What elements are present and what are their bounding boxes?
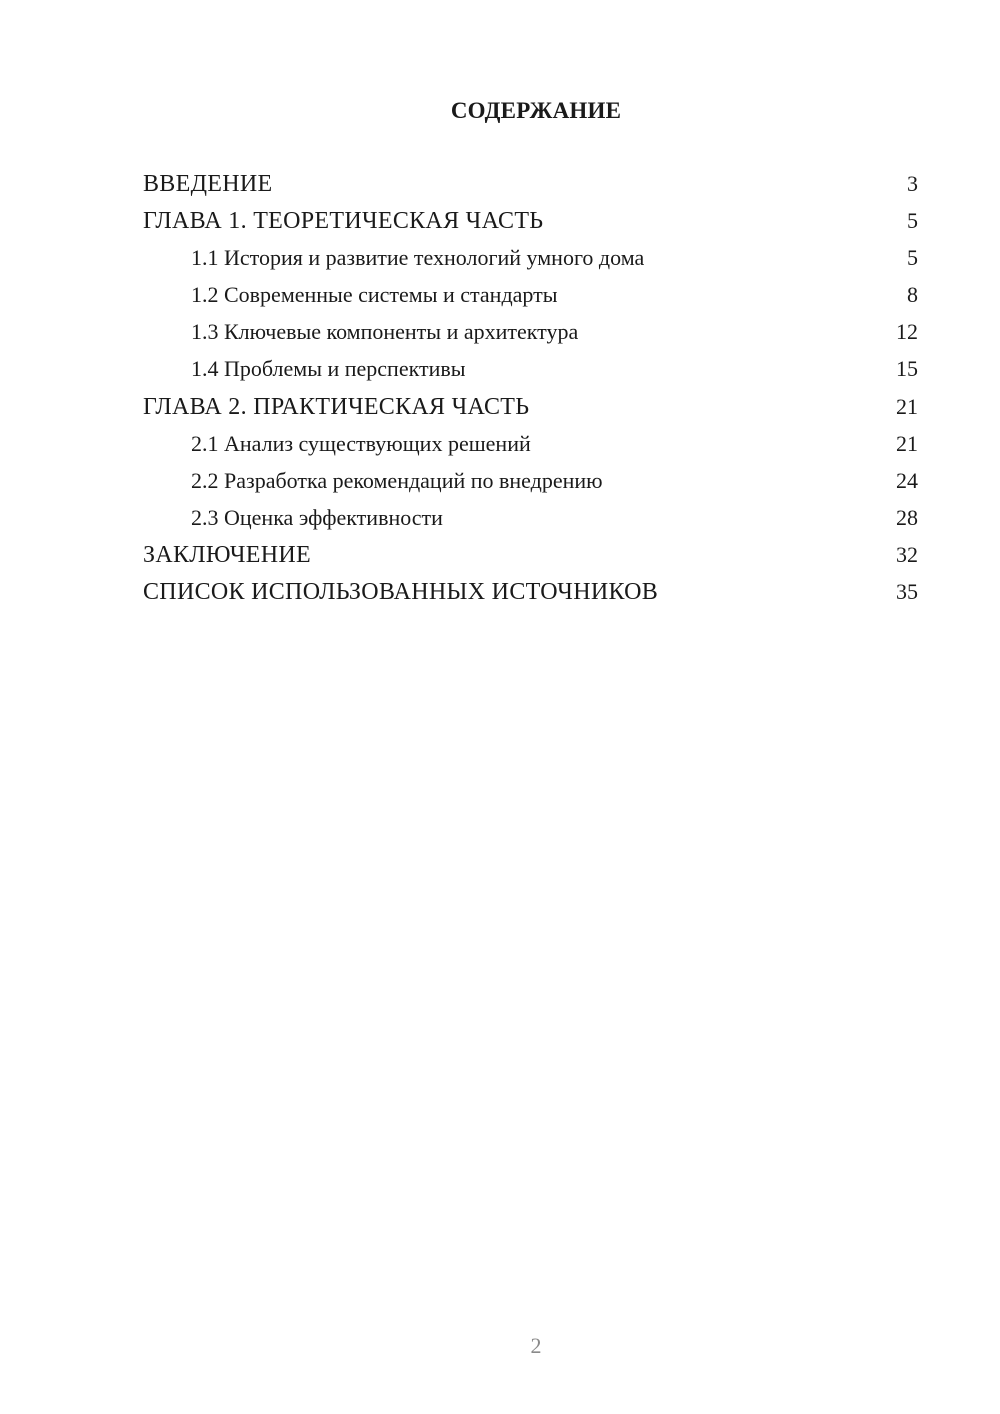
toc-entry-label: 2.2 Разработка рекомендаций по внедрению — [191, 467, 603, 493]
toc-entry-page: 35 — [896, 579, 918, 605]
table-of-contents — [143, 169, 918, 614]
toc-entry — [143, 169, 918, 206]
toc-entry-label: 1.2 Современные системы и стандарты — [191, 282, 558, 308]
toc-entry-label: ЗАКЛЮЧЕНИЕ — [143, 541, 311, 568]
toc-entry — [143, 280, 918, 317]
toc-entry-label: ГЛАВА 1. ТЕОРЕТИЧЕСКАЯ ЧАСТЬ — [143, 208, 544, 235]
toc-entry — [143, 206, 918, 243]
toc-entry-label: 1.3 Ключевые компоненты и архитектура — [191, 319, 579, 345]
page-title: СОДЕРЖАНИЕ — [450, 98, 622, 123]
toc-entry-page: 5 — [907, 245, 918, 271]
toc-entry — [143, 503, 918, 540]
toc-entry — [143, 540, 918, 577]
toc-entry-page: 8 — [907, 282, 918, 308]
toc-entry-label: СПИСОК ИСПОЛЬЗОВАННЫХ ИСТОЧНИКОВ — [143, 579, 659, 606]
toc-entry — [143, 243, 918, 280]
toc-entry-page: 24 — [896, 467, 918, 493]
toc-entry-label: 2.3 Оценка эффективности — [191, 504, 443, 530]
toc-entry — [143, 317, 918, 354]
toc-entry-label: ГЛАВА 2. ПРАКТИЧЕСКАЯ ЧАСТЬ — [143, 393, 530, 420]
toc-entry — [143, 577, 918, 614]
toc-entry — [143, 429, 918, 466]
toc-entry — [143, 466, 918, 503]
toc-entry-page: 32 — [896, 541, 918, 567]
toc-entry-page: 21 — [896, 393, 918, 419]
toc-entry-page: 3 — [907, 171, 918, 196]
toc-entry-page: 21 — [896, 430, 918, 456]
toc-entry-label: ВВЕДЕНИЕ — [143, 171, 273, 197]
toc-entry-page: 5 — [907, 208, 918, 234]
toc-entry-page: 15 — [896, 356, 918, 382]
toc-entry-label: 1.4 Проблемы и перспективы — [191, 356, 466, 382]
toc-entry-label: 2.1 Анализ существующих решений — [191, 430, 531, 456]
toc-entry-page: 12 — [896, 319, 918, 345]
toc-entry — [143, 392, 918, 429]
toc-entry-label: 1.1 История и развитие технологий умного дома — [191, 245, 645, 271]
page-number: 2 — [530, 1333, 542, 1358]
toc-entry-page: 28 — [896, 504, 918, 530]
toc-entry — [143, 354, 918, 391]
